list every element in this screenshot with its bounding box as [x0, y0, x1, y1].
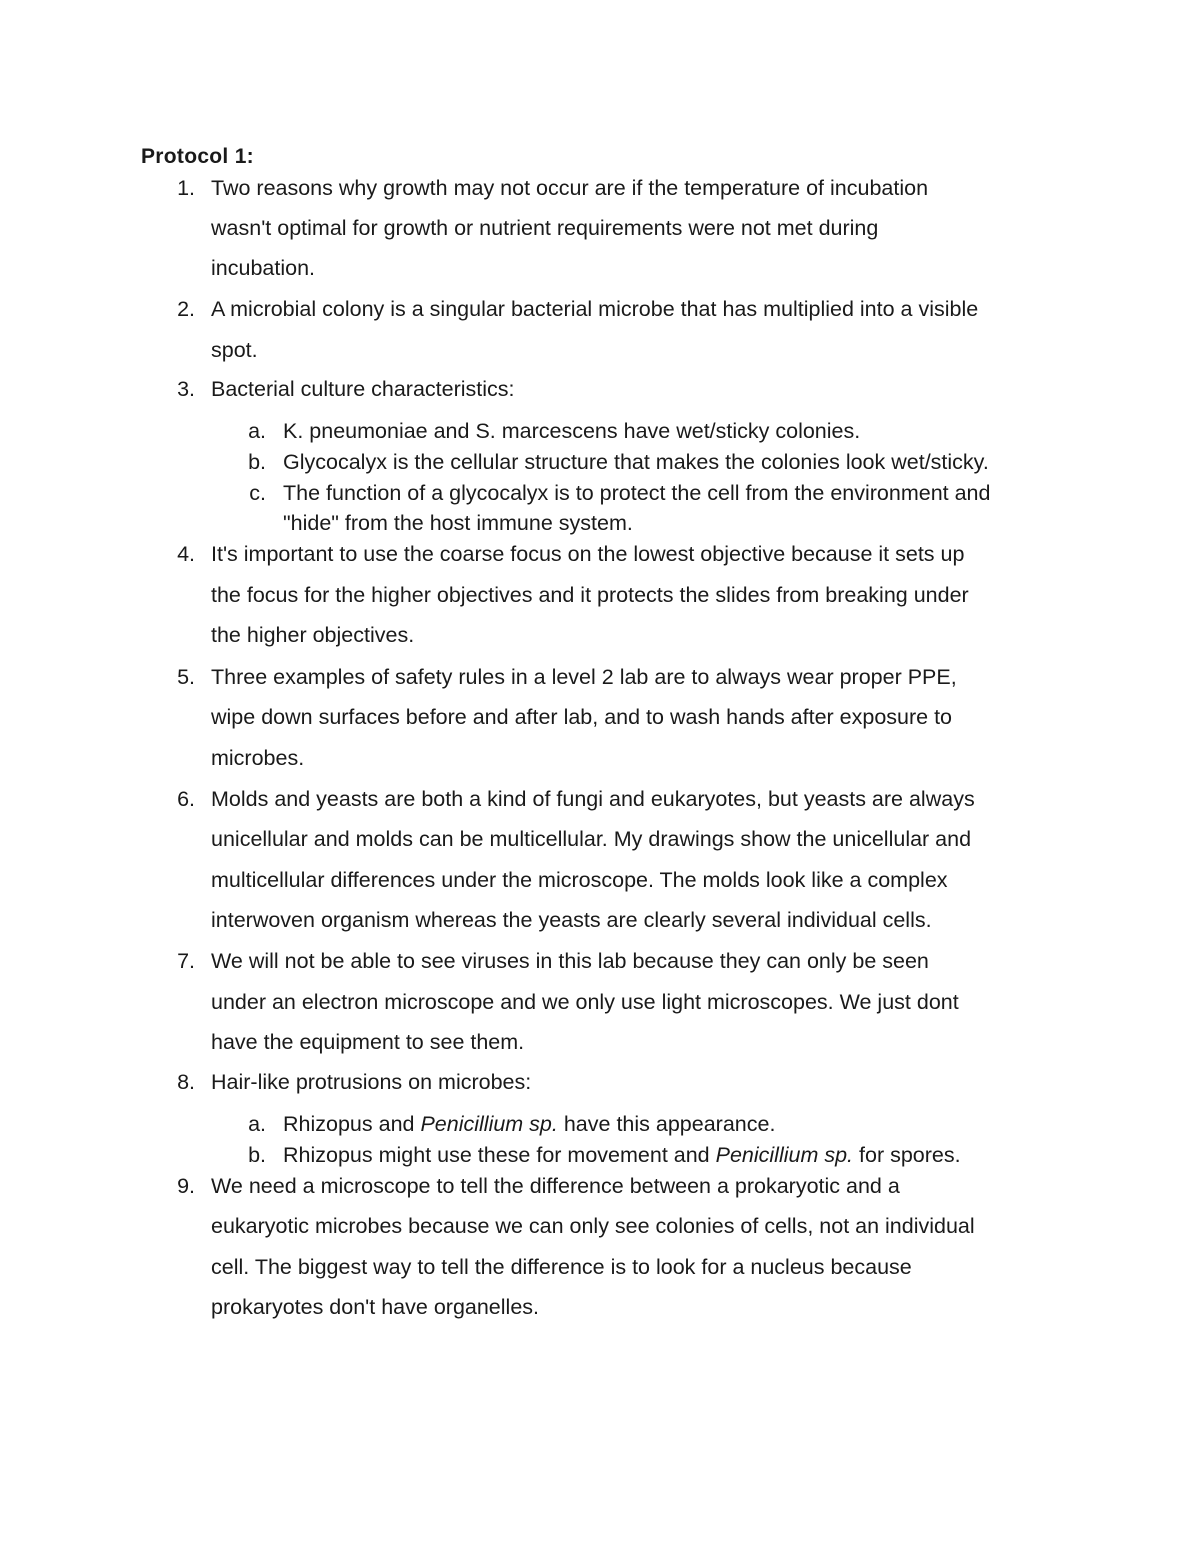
sub-item-letter: b. [248, 1143, 266, 1167]
item-line: spot. [211, 338, 258, 362]
item-line: microbes. [211, 746, 305, 770]
sub-item-line: K. pneumoniae and S. marcescens have wet/sticky colonies. [283, 419, 861, 443]
item-line: Three examples of safety rules in a level 2 lab are to always wear proper PPE, [211, 665, 957, 689]
sub-text: have this appearance. [557, 1112, 776, 1136]
sub-text: Rhizopus might use these for movement and [283, 1143, 716, 1167]
item-number: 9. [177, 1174, 195, 1198]
item-line: It's important to use the coarse focus on the lowest objective because it sets up [211, 542, 965, 566]
sub-text: for spores. [853, 1143, 961, 1167]
item-number: 8. [177, 1070, 195, 1094]
item-line: eukaryotic microbes because we can only see colonies of cells, not an individual [211, 1214, 975, 1238]
species-name: Penicillium sp. [715, 1143, 854, 1167]
item-line: wasn't optimal for growth or nutrient requirements were not met during [211, 216, 879, 240]
sub-item-letter: a. [248, 1112, 266, 1136]
item-number: 6. [177, 787, 195, 811]
item-number: 1. [177, 176, 195, 200]
item-line: under an electron microscope and we only use light microscopes. We just dont [211, 990, 959, 1014]
sub-item-line: "hide" from the host immune system. [283, 511, 633, 535]
item-line: We will not be able to see viruses in this lab because they can only be seen [211, 949, 929, 973]
sub-item-line: The function of a glycocalyx is to protect the cell from the environment and [283, 481, 991, 505]
species-name: Penicillium sp. [420, 1112, 558, 1136]
item-line: Bacterial culture characteristics: [211, 377, 515, 401]
item-line: have the equipment to see them. [211, 1030, 525, 1054]
sub-item-line: Glycocalyx is the cellular structure that makes the colonies look wet/sticky. [283, 450, 989, 474]
item-line: A microbial colony is a singular bacterial microbe that has multiplied into a visible [211, 297, 979, 321]
document-heading: Protocol 1: [141, 145, 254, 168]
sub-text: Rhizopus and [283, 1112, 421, 1136]
item-line: We need a microscope to tell the difference between a prokaryotic and a [211, 1174, 900, 1198]
item-line: incubation. [211, 256, 315, 280]
item-number: 3. [177, 377, 195, 401]
item-line: unicellular and molds can be multicellular. My drawings show the unicellular and [211, 827, 972, 851]
item-line: multicellular differences under the microscope. The molds look like a complex [211, 868, 948, 892]
item-line: Two reasons why growth may not occur are if the temperature of incubation [211, 176, 929, 200]
item-number: 4. [177, 542, 195, 566]
item-line: wipe down surfaces before and after lab, and to wash hands after exposure to [211, 705, 953, 729]
item-line: the focus for the higher objectives and it protects the slides from breaking under [211, 583, 969, 607]
item-line: cell. The biggest way to tell the difference is to look for a nucleus because [211, 1255, 912, 1279]
item-number: 7. [177, 949, 195, 973]
sub-item-letter: c. [249, 481, 266, 505]
item-line: interwoven organism whereas the yeasts are clearly several individual cells. [211, 908, 932, 932]
item-line: the higher objectives. [211, 623, 415, 647]
item-line: prokaryotes don't have organelles. [211, 1295, 540, 1319]
item-number: 5. [177, 665, 195, 689]
item-line: Molds and yeasts are both a kind of fungi and eukaryotes, but yeasts are always [211, 787, 975, 811]
sub-item-line [283, 1110, 775, 1138]
item-line: Hair-like protrusions on microbes: [211, 1070, 532, 1094]
item-number: 2. [177, 297, 195, 321]
sub-item-letter: a. [248, 419, 266, 443]
sub-item-line [283, 1141, 961, 1169]
sub-item-letter: b. [248, 450, 266, 474]
